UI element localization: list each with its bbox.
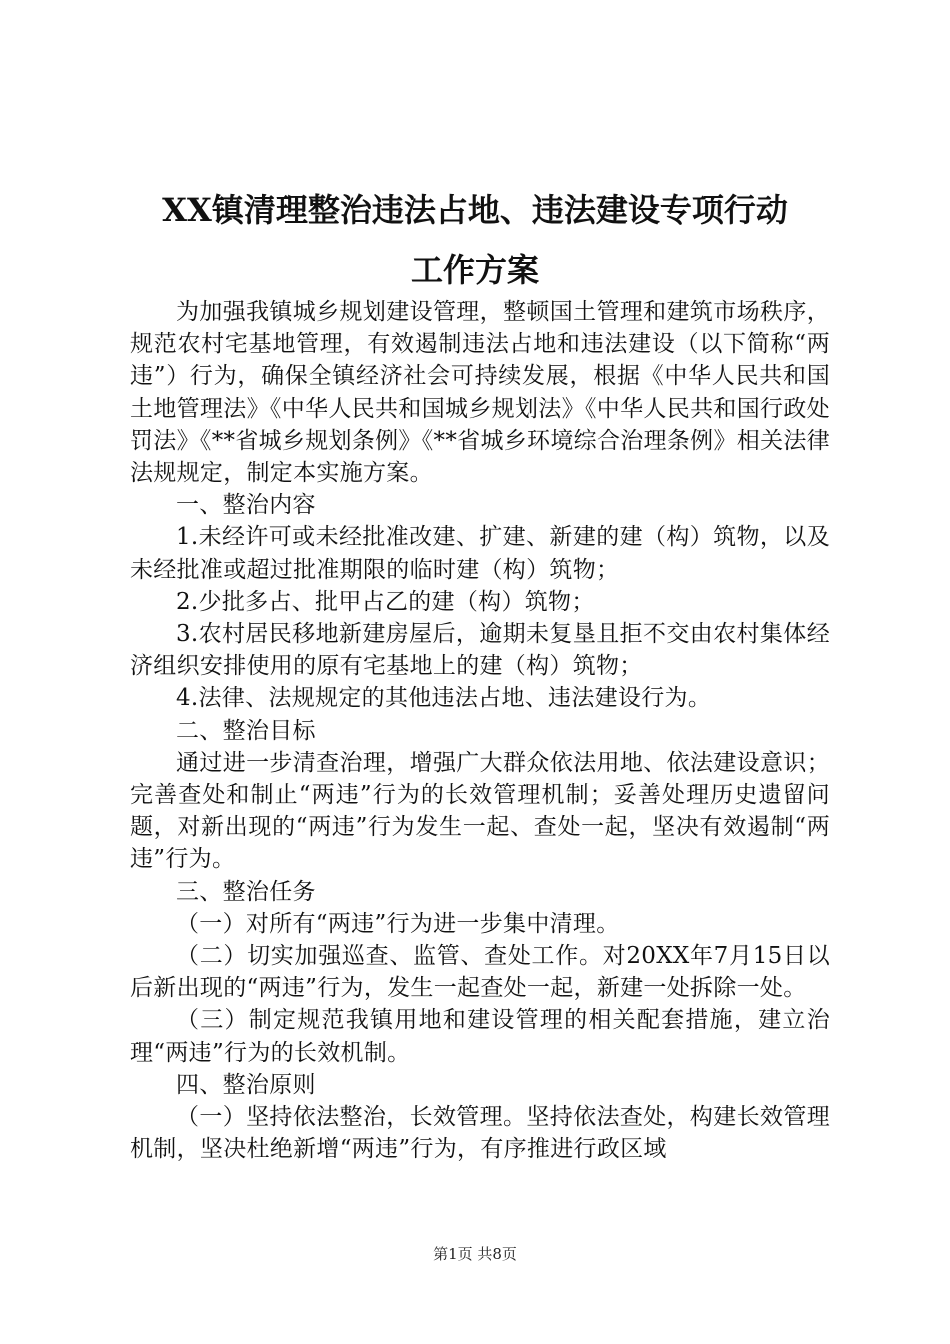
page-footer: 第1页 共8页 [433, 1245, 517, 1263]
list-item-1: 1.未经许可或未经批准改建、扩建、新建的建（构）筑物，以及未经批准或超过批准期限的临时建（构）筑物； [130, 524, 830, 583]
intro-paragraph: 为加强我镇城乡规划建设管理，整顿国土管理和建筑市场秩序，规范农村宅基地管理，有效遏制违法占地和违法建设（以下简称“两违”）行为，确保全镇经济社会可持续发展，根据《中华人民共和国土地管理法》《中华人民共和国城乡规划法》《中华人民共和国行政处罚法》《**省城乡规划条例》《**省城乡环境综合治理条例》相关法律法规规定，制定本实施方案。 [130, 299, 830, 487]
document-body [130, 296, 830, 1165]
goal-paragraph: 通过进一步清查治理，增强广大群众依法用地、依法建设意识；完善查处和制止“两违”行为的长效管理机制；妥善处理历史遗留问题，对新出现的“两违”行为发生一起、查处一起，坚决有效遏制“两违”行为。 [130, 749, 830, 873]
document-title-line-2: 工作方案 [410, 251, 539, 289]
section-heading-4: 四、整治原则 [176, 1071, 316, 1098]
principle-item-1: （一）坚持依法整治，长效管理。坚持依法查处，构建长效管理机制，坚决杜绝新增“两违”行为，有序推进行政区域 [130, 1104, 830, 1163]
list-item-3: 3.农村居民移地新建房屋后，逾期未复垦且拒不交由农村集体经济组织安排使用的原有宅基地上的建（构）筑物； [130, 621, 830, 680]
task-item-1: （一）对所有“两违”行为进一步集中清理。 [176, 910, 620, 937]
task-item-3: （三）制定规范我镇用地和建设管理的相关配套措施，建立治理“两违”行为的长效机制。 [130, 1007, 830, 1066]
section-heading-1: 一、整治内容 [176, 492, 316, 519]
section-heading-3: 三、整治任务 [176, 878, 316, 905]
task-item-2: （二）切实加强巡查、监管、查处工作。对20XX年7月15日以后新出现的“两违”行为，发生一起查处一起，新建一处拆除一处。 [130, 943, 830, 1002]
section-heading-2: 二、整治目标 [176, 717, 316, 744]
document-title-line-1: XX镇清理整治违法占地、违法建设专项行动 [162, 191, 788, 229]
list-item-4: 4.法律、法规规定的其他违法占地、违法建设行为。 [176, 685, 712, 712]
list-item-2: 2.少批多占、批甲占乙的建（构）筑物； [176, 588, 595, 615]
